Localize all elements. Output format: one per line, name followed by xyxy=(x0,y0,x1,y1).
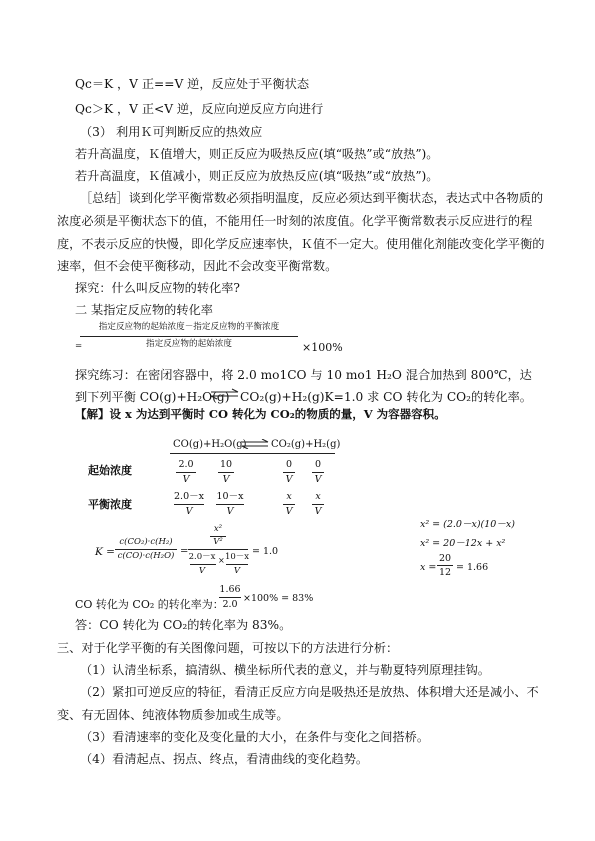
init-h2-num: 0 xyxy=(314,459,322,470)
eq-h2-bar xyxy=(312,504,324,505)
k-d1-v: V xyxy=(198,566,206,576)
conversion-percent: ×100% xyxy=(302,341,343,354)
k-bar-1 xyxy=(115,549,177,550)
line-qc-equal-k: Qc＝K ，V 正==V 逆，反应处于平衡状态 xyxy=(75,77,310,91)
row-label-initial: 起始浓度 xyxy=(88,464,132,477)
section-heading-2: 二 某指定反应物的转化率 xyxy=(75,303,213,317)
tip-2a: （2）紧扣可逆反应的特征，看清正反应方向是吸热还是放热、体积增大还是减小、不 xyxy=(80,685,539,699)
line-k-increase: 若升高温度，Ｋ值增大，则正反应为吸热反应(填“吸热”或“放热”)。 xyxy=(75,147,439,161)
init-co-bar xyxy=(176,472,196,473)
summary-line-1: ［总结］谈到化学平衡常数必须指明温度，反应必须达到平衡状态，表达式中各物质的 xyxy=(80,191,544,205)
reaction-underline xyxy=(170,453,335,454)
solution-intro: 【解】设 x 为达到平衡时 CO 转化为 CO₂的物质的量，V 为容器容积。 xyxy=(75,407,446,421)
eq-co2-num: x xyxy=(286,491,292,502)
line-k-decrease: 若升高温度，Ｋ值减小，则正反应为放热反应(填“吸热”或“放热”)。 xyxy=(75,169,439,183)
eq-h2o-den: V xyxy=(226,506,234,517)
k-v2: V² xyxy=(213,537,223,547)
eq-h2o-bar xyxy=(216,504,244,505)
eq-co-den: V xyxy=(185,506,193,517)
derivation-3b: = 1.66 xyxy=(456,562,489,573)
conversion-fraction-bar xyxy=(80,336,298,337)
init-co2-bar xyxy=(283,472,295,473)
practice-line-2a: 到下列平衡 CO(g)+H₂O(g) xyxy=(75,390,230,404)
conversion-result-bar xyxy=(219,597,241,598)
init-co2-den: V xyxy=(285,474,293,485)
conversion-label: CO 转化为 CO₂ 的转化率为： xyxy=(75,598,224,611)
eq-h2-den: V xyxy=(314,506,322,517)
k-lhs: K = xyxy=(95,546,115,558)
practice-line-2b: CO₂(g)+H₂(g)K=1.0 求 CO 转化为 CO₂的转化率。 xyxy=(240,390,532,404)
tip-3: （3）看清速率的变化及变化量的大小，在条件与变化之间搭桥。 xyxy=(80,730,430,744)
summary-line-4: 速率，但不会使平衡移动，因此不会改变平衡常数。 xyxy=(57,259,338,273)
summary-line-2: 浓度必须是平衡状态下的值，不能用任一时刻的浓度值。化学平衡常数表示反应进行的程 xyxy=(57,214,533,228)
line-qc-greater-k: Qc＞K ，V 正<V 逆，反应向逆反应方向进行 xyxy=(75,102,324,116)
reaction-right: CO₂(g)+H₂(g) xyxy=(271,439,341,450)
k-d1: 2.0－x xyxy=(188,552,216,562)
k-denominator: c(CO)·c(H₂O) xyxy=(117,551,175,561)
subheading-heat-effect: （3） 利用Ｋ可判断反应的热效应 xyxy=(80,125,263,139)
k-x2: x² xyxy=(213,524,223,534)
init-h2-bar xyxy=(312,472,324,473)
init-co-den: V xyxy=(182,474,190,485)
eq-co2-bar xyxy=(283,504,295,505)
equilibrium-arrow-icon-2 xyxy=(241,439,269,449)
derivation-2: x² = 20－12x + x² xyxy=(420,538,506,549)
eq-co-bar xyxy=(174,504,204,505)
conversion-equals: = xyxy=(75,341,83,351)
eq-h2-num: x xyxy=(315,491,321,502)
init-h2o-bar xyxy=(218,472,234,473)
derivation-3-num: 20 xyxy=(438,553,452,564)
derivation-3-bar xyxy=(437,565,453,566)
conversion-num: 1.66 xyxy=(219,584,241,595)
practice-line-1: 探究练习：在密闭容器中，将 2.0 mo1CO 与 10 mo1 H₂O 混合加热到 800℃，达 xyxy=(75,368,532,382)
k-times: × xyxy=(218,556,225,565)
reaction-left: CO(g)+H₂O(g) xyxy=(173,439,247,450)
summary-line-3: 度，不表示反应的快慢，即化学反应速率快，Ｋ值不一定大。使用催化剂能改变化学平衡的 xyxy=(57,237,545,251)
answer-line: 答：CO 转化为 CO₂的转化率为 83%。 xyxy=(75,618,292,632)
init-h2o-den: V xyxy=(222,474,230,485)
derivation-3a: x = xyxy=(420,562,437,573)
conversion-den: 2.0 xyxy=(222,599,238,610)
section-heading-3: 三、对于化学平衡的有关图像问题，可按以下的方法进行分析： xyxy=(57,641,399,655)
k-numerator: c(CO₂)·c(H₂) xyxy=(119,537,173,547)
equilibrium-arrow-icon xyxy=(210,388,240,400)
eq-co-num: 2.0－x xyxy=(174,491,204,502)
derivation-1: x² = (2.0－x)(10－x) xyxy=(420,519,515,530)
k-d1-bar xyxy=(190,564,216,565)
k-main-bar xyxy=(188,549,248,550)
tip-4: （4）看清起点、拐点、终点，看清曲线的变化趋势。 xyxy=(80,752,369,766)
question-conversion: 探究：什么叫反应物的转化率? xyxy=(75,281,240,295)
k-equals-1: = xyxy=(180,546,189,557)
init-co-num: 2.0 xyxy=(178,459,194,470)
init-h2-den: V xyxy=(314,474,322,485)
k-d2-v: V xyxy=(233,566,241,576)
k-d2-bar xyxy=(226,564,248,565)
derivation-3-den: 12 xyxy=(438,567,452,578)
k-result: = 1.0 xyxy=(252,546,279,557)
k-d2: 10－x xyxy=(224,552,250,562)
row-label-equilibrium: 平衡浓度 xyxy=(88,498,132,511)
tip-2b: 变、有无固体、纯液体物质参加或生成等。 xyxy=(57,708,289,722)
init-h2o-num: 10 xyxy=(219,459,233,470)
conversion-result: ×100% = 83% xyxy=(243,593,314,604)
conversion-numerator: 指定反应物的起始浓度－指定反应物的平衡浓度 xyxy=(98,322,280,332)
conversion-denominator: 指定反应物的起始浓度 xyxy=(146,339,232,349)
eq-co2-den: V xyxy=(285,506,293,517)
tip-1: （1）认清坐标系，搞清纵、横坐标所代表的意义，并与勒夏特列原理挂钩。 xyxy=(80,663,490,677)
eq-h2o-num: 10－x xyxy=(216,491,244,502)
init-co2-num: 0 xyxy=(285,459,293,470)
